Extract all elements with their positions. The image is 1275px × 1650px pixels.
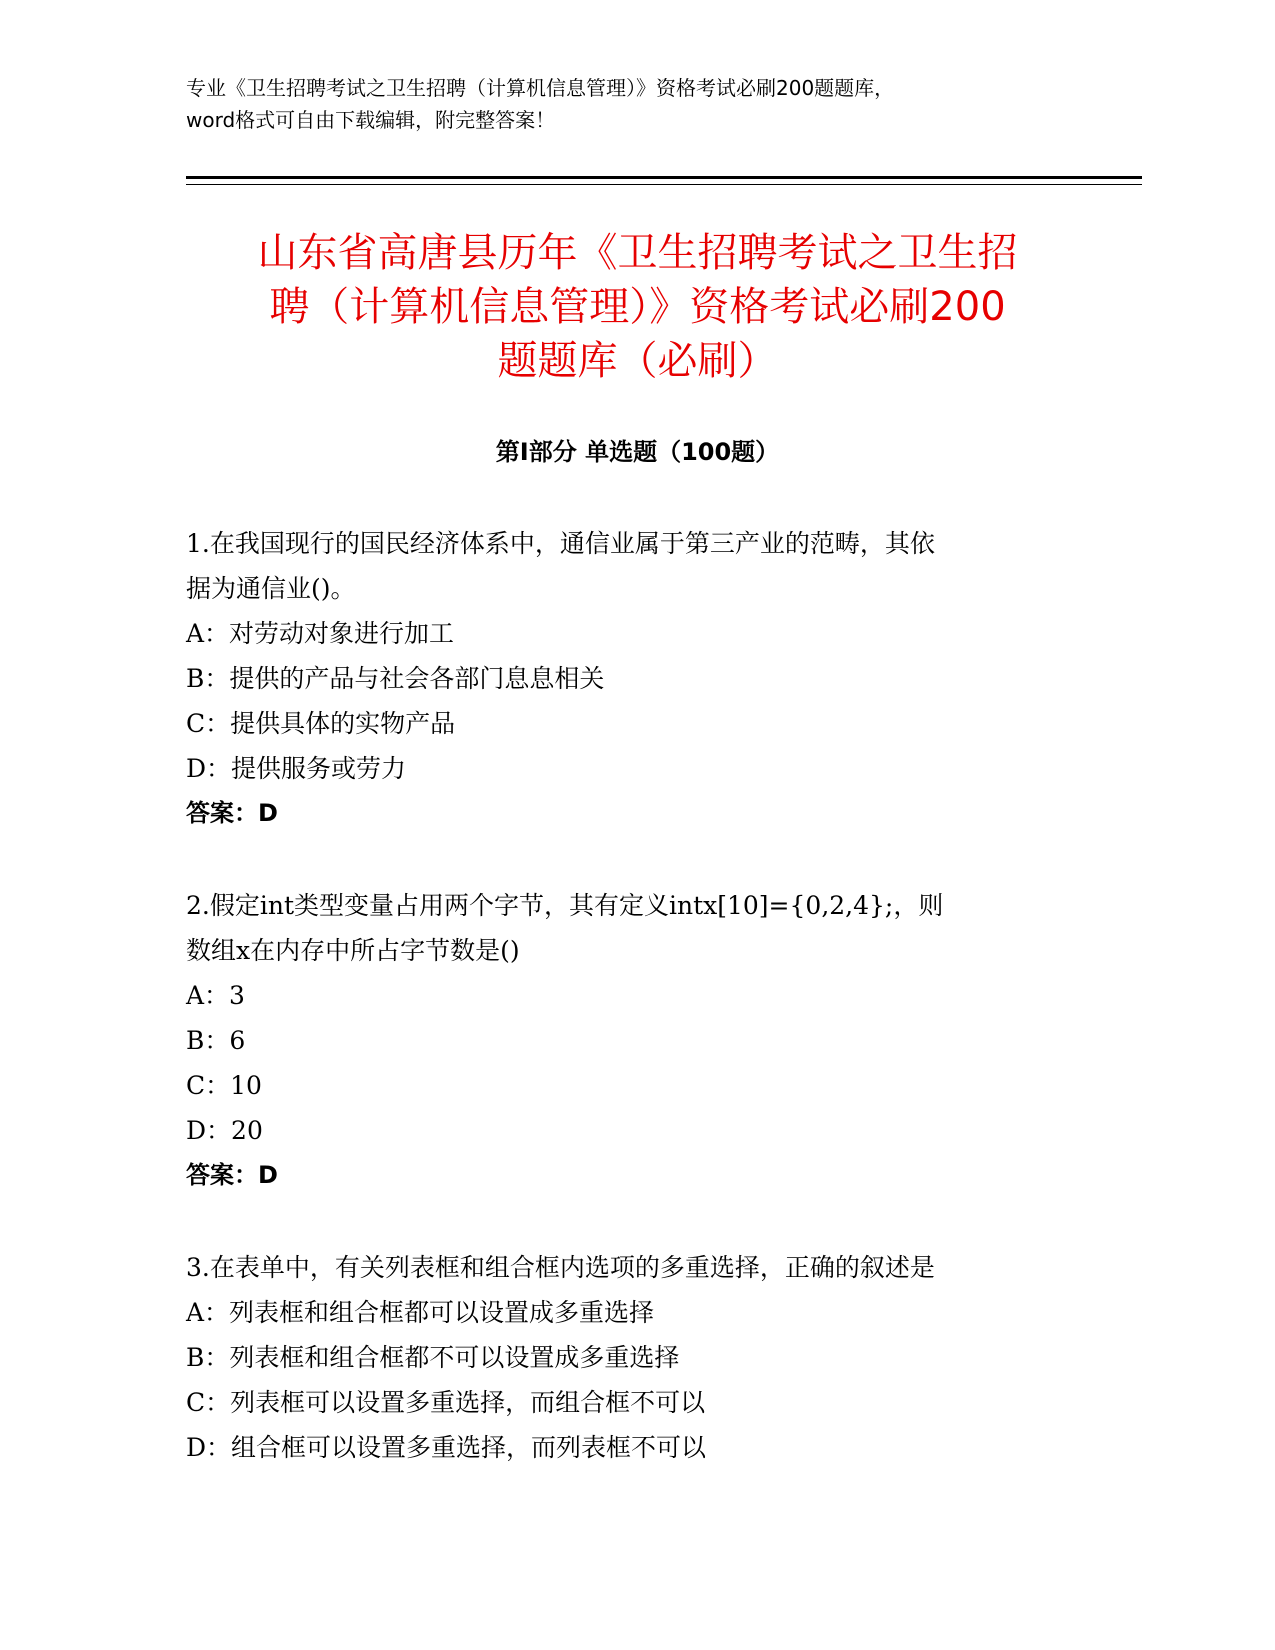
question-3-option-d: D：组合框可以设置多重选择，而列表框不可以 (186, 1433, 707, 1462)
header-note-line-2: word格式可自由下载编辑，附完整答案！ (186, 108, 556, 132)
question-2-answer: 答案：D (186, 1161, 278, 1189)
question-1 (186, 521, 1086, 836)
question-2-option-c: C：10 (186, 1071, 262, 1100)
question-3-option-a: A：列表框和组合框都可以设置成多重选择 (186, 1298, 655, 1327)
question-2-option-b: B：6 (186, 1026, 246, 1055)
document-title-line-3: 题题库（必刷） (497, 338, 778, 384)
question-2-stem-line-1: 2.假定int类型变量占用两个字节，其有定义intx[10]={0,2,4};，则 (186, 891, 944, 920)
question-2 (186, 883, 1086, 1198)
question-2-stem-line-2: 数组x在内存中所占字节数是() (186, 936, 520, 965)
question-1-option-b: B：提供的产品与社会各部门息息相关 (186, 664, 605, 693)
question-3-option-b: B：列表框和组合框都不可以设置成多重选择 (186, 1343, 680, 1372)
document-header-note (186, 72, 1086, 136)
header-rule-thin (186, 184, 1142, 185)
question-1-option-d: D：提供服务或劳力 (186, 754, 407, 783)
question-2-option-a: A：3 (186, 981, 245, 1010)
question-1-option-c: C：提供具体的实物产品 (186, 709, 456, 738)
header-note-line-1: 专业《卫生招聘考试之卫生招聘（计算机信息管理）》资格考试必刷200题题库， (186, 76, 895, 100)
document-title (160, 226, 1115, 388)
document-title-line-1: 山东省高唐县历年《卫生招聘考试之卫生招 (257, 230, 1018, 276)
question-1-answer: 答案：D (186, 799, 278, 827)
question-1-option-a: A：对劳动对象进行加工 (186, 619, 455, 648)
header-rule-thick (186, 176, 1142, 179)
question-3-stem-line-1: 3.在表单中，有关列表框和组合框内选项的多重选择，正确的叙述是 (186, 1253, 935, 1282)
document-title-line-2: 聘（计算机信息管理）》资格考试必刷200 (269, 284, 1006, 330)
section-heading: 第Ⅰ部分 单选题（100题） (495, 438, 780, 466)
question-1-stem-line-1: 1.在我国现行的国民经济体系中，通信业属于第三产业的范畴，其依 (186, 529, 935, 558)
question-3-option-c: C：列表框可以设置多重选择，而组合框不可以 (186, 1388, 706, 1417)
question-2-option-d: D：20 (186, 1116, 263, 1145)
question-1-stem-line-2: 据为通信业()。 (186, 574, 356, 603)
question-3 (186, 1245, 1086, 1470)
